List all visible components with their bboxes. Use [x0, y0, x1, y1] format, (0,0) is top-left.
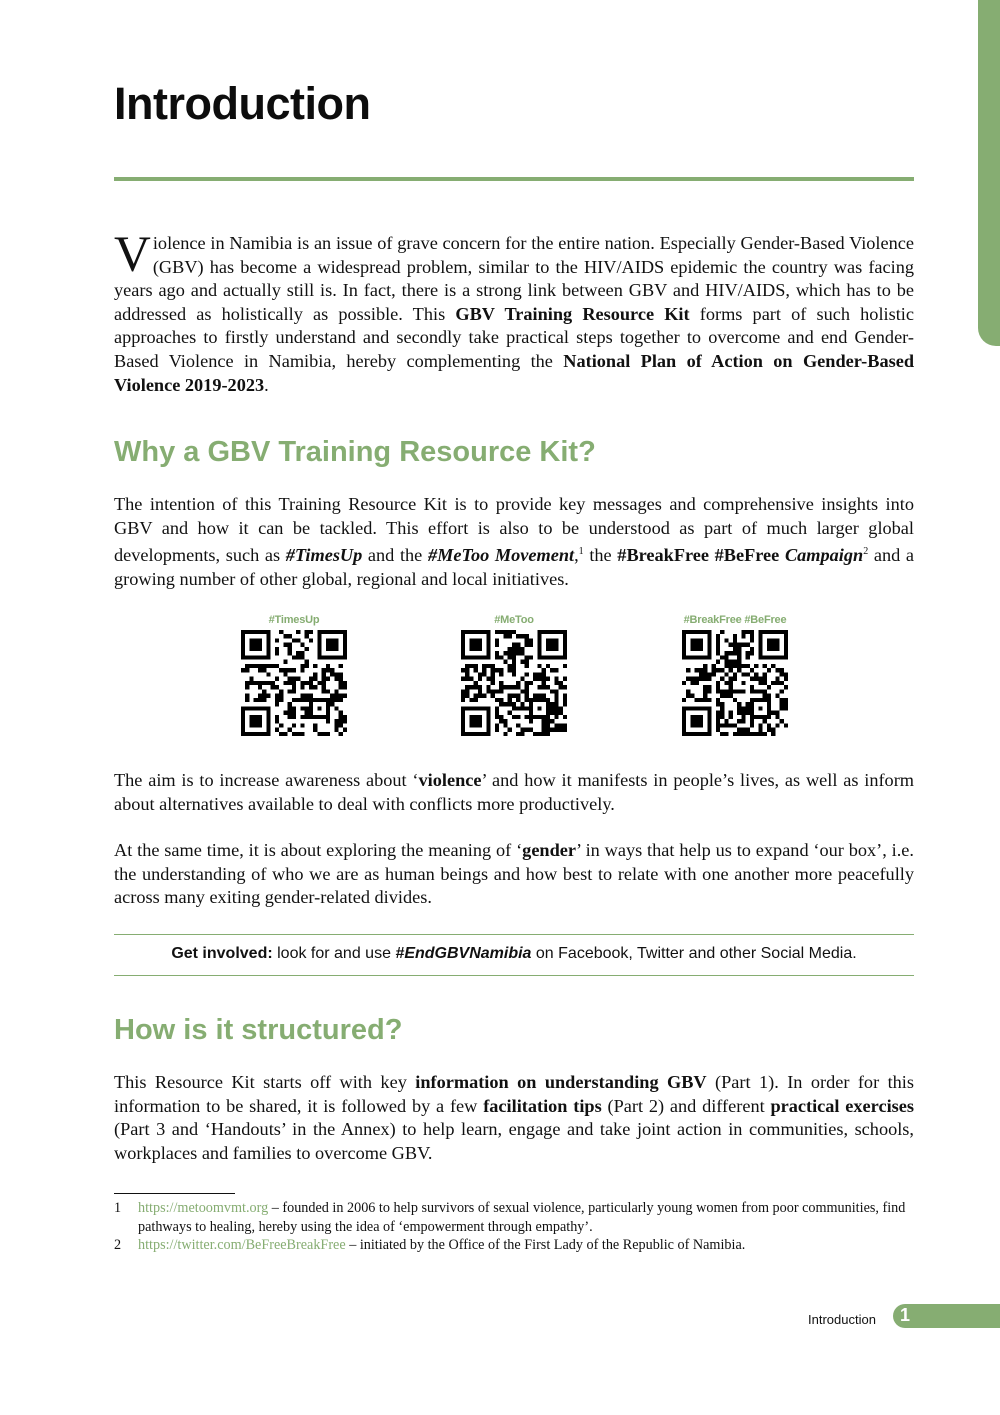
footnote-number: 1	[114, 1200, 122, 1216]
qr-label: #MeToo	[494, 614, 534, 626]
callout-top-rule	[114, 934, 914, 935]
keyword-facilitation: facilitation tips	[483, 1095, 602, 1116]
qr-label: #BreakFree #BeFree	[683, 614, 787, 626]
footnote-1	[114, 1199, 914, 1236]
hashtag-metoo: #MeToo Movement	[427, 545, 575, 566]
page-title: Introduction	[114, 78, 371, 129]
structure-text: This Resource Kit starts off with key	[114, 1072, 416, 1092]
gender-text: ’ in ways that help us to expand ‘our box’, i.e. the understanding of who we are as human beings and how best to relate with one another more peacefully across many exiting gender-related divides.	[114, 840, 914, 908]
callout-lead: Get involved:	[171, 945, 273, 962]
gender-paragraph	[114, 839, 914, 910]
hashtag-endgbv: #EndGBVNamibia	[395, 945, 532, 962]
section-heading-structure: How is it structured?	[114, 1014, 403, 1046]
aim-paragraph	[114, 769, 914, 816]
footer-section-label: Introduction	[808, 1312, 876, 1327]
qr-timesup[interactable]	[234, 614, 354, 736]
intro-bold-plan: National Plan of Action on Gender-Based Violence 2019-2023	[114, 350, 914, 395]
aim-text: The aim is to increase awareness about ‘	[114, 770, 419, 790]
footnote-link[interactable]: https://metoomvmt.org	[138, 1200, 269, 1216]
qr-code-icon	[241, 630, 347, 736]
intro-paragraph	[114, 227, 914, 397]
why-text: and a growing number of other global, regional and local initiatives.	[114, 545, 914, 589]
keyword-violence: violence	[418, 770, 482, 790]
gender-text: At the same time, it is about exploring the meaning of ‘	[114, 840, 523, 860]
section-heading-why: Why a GBV Training Resource Kit?	[114, 436, 596, 468]
structure-text: (Part 1). In order for this information to be shared, it is followed by a few	[114, 1072, 914, 1116]
keyword-gender: gender	[522, 840, 576, 860]
drop-cap: V	[114, 227, 151, 283]
why-text: The intention of this Training Resource Kit is to provide key messages and comprehensive insights into GBV and how it can be tackled. This effort is also to be understood as part of much larger global developments, such as	[114, 494, 914, 566]
callout-bottom-rule	[114, 975, 914, 976]
structure-text: (Part 3 and ‘Handouts’ in the Annex) to help learn, engage and take joint action in communities, schools, workplaces and families to overcome GBV.	[114, 1119, 914, 1163]
callout-text: on Facebook, Twitter and other Social Media.	[531, 945, 857, 962]
footnote-text: – founded in 2006 to help survivors of sexual violence, particularly young women from poor communities, find pathways to healing, hereby using the idea of ‘empowerment through empathy’.	[138, 1200, 906, 1235]
hashtag-breakfree: #BreakFree #BeFree	[617, 545, 780, 566]
footnote-divider	[114, 1193, 235, 1194]
why-text: and the	[362, 545, 428, 566]
footnote-number: 2	[114, 1237, 122, 1253]
structure-text: (Part 2) and different	[601, 1095, 771, 1116]
keyword-information: information on understanding GBV	[415, 1072, 707, 1092]
qr-metoo[interactable]	[454, 614, 574, 736]
page-number: 1	[900, 1305, 911, 1325]
intro-text: iolence in Namibia is an issue of grave concern for the entire nation. Especially Gender-Based Violence (GBV) has become a widespread problem, similar to the HIV/AIDS epidemic the country was facing years ago and actually still is. In fact, there is a strong link between GBV and HIV/AIDS, which has to be addressed as holistically as possible. This	[114, 233, 914, 324]
aim-text: ’ and how it manifests in people’s lives, as well as inform about alternatives available to deal with conflicts more productively.	[114, 770, 915, 814]
footnote-ref-2[interactable]: 2	[863, 546, 869, 558]
qr-breakfree[interactable]	[675, 614, 795, 736]
get-involved-callout	[114, 945, 914, 963]
keyword-exercises: practical exercises	[770, 1095, 914, 1116]
qr-label: #TimesUp	[268, 614, 320, 626]
footnote-ref-1[interactable]: 1	[578, 546, 584, 558]
footnote-text: – initiated by the Office of the First Lady of the Republic of Namibia.	[345, 1237, 746, 1253]
hashtag-timesup: #TimesUp	[285, 545, 363, 566]
why-text: the	[583, 545, 618, 566]
qr-code-icon	[461, 630, 567, 736]
side-tab-marker	[978, 0, 1000, 346]
structure-paragraph	[114, 1071, 914, 1165]
qr-code-icon	[682, 630, 788, 736]
intro-bold-kit: GBV Training Resource Kit	[455, 303, 690, 324]
callout-text: look for and use	[272, 945, 396, 962]
why-text: ,	[574, 545, 579, 566]
intro-text: forms part of such holistic approaches to firstly understand and secondly take practical steps together to overcome and end Gender-Based Violence in Namibia, hereby complementing the	[114, 303, 914, 371]
title-divider	[114, 177, 914, 181]
campaign-label: Campaign	[784, 545, 864, 566]
why-paragraph	[114, 493, 914, 591]
footnote-link[interactable]: https://twitter.com/BeFreeBreakFree	[138, 1237, 346, 1253]
intro-text: .	[264, 374, 269, 395]
footnote-2	[114, 1236, 914, 1255]
